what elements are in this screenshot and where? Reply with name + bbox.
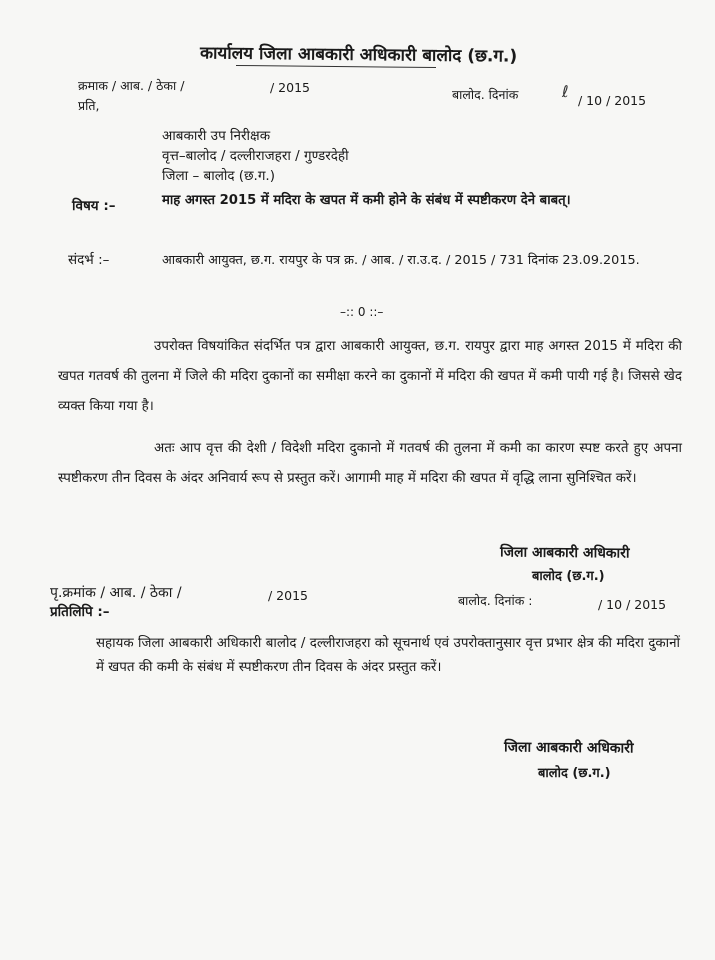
recipient-line-1: आबकारी उप निरीक्षक <box>162 128 271 144</box>
copy-place-date-label: बालोद. दिनांक : <box>458 593 533 608</box>
body-paragraph-1: उपरोक्त विषयांकित संदर्भित पत्र द्वारा आबकारी आयुक्त, छ.ग. रायपुर द्वारा माह अगस्त 2015 में मदिरा की खपत गतवर्ष की तुलना में जिले की मदिरा दुकानों का समीक्षा करने का दुकानों में मदिरा की खपत में कमी पायी गई है। जिससे खेद व्यक्त किया गया है। <box>58 339 682 414</box>
date-value: / 10 / 2015 <box>578 93 647 108</box>
recipient-block <box>162 126 349 186</box>
copy-date-value: / 10 / 2015 <box>598 597 667 612</box>
reference-text: आबकारी आयुक्त, छ.ग. रायपुर के पत्र क्र. / आब. / रा.उ.द. / 2015 / 731 दिनांक 23.09.2015. <box>162 253 640 268</box>
date-handwritten: ℓ <box>562 82 569 101</box>
body-paragraph-2: अतः आप वृत्त की देशी / विदेशी मदिरा दुकानो में गतवर्ष की तुलना में कमी का कारण स्पष्ट करते हुए अपना स्पष्टीकरण तीन दिवस के अंदर अनिवार्य रूप से प्रस्तुत करें। आगामी माह में मदिरा की खपत में वृद्धि लाना सुनिश्चित करें। <box>58 441 682 486</box>
reference-year: / 2015 <box>270 80 310 95</box>
recipient-line-3: जिला – बालोद (छ.ग.) <box>162 168 275 184</box>
signature-2-place: बालोद (छ.ग.) <box>538 766 611 781</box>
copy-label: प्रतिलिपि :– <box>50 604 110 620</box>
signature-2-title: जिला आबकारी अधिकारी <box>503 739 634 757</box>
divider-mark: –:: 0 ::– <box>340 305 384 319</box>
signature-1-title: जिला आबकारी अधिकारी <box>499 544 630 562</box>
subject-label: विषय :– <box>72 198 116 214</box>
place-date-label: बालोद. दिनांक <box>452 87 519 102</box>
copy-text: सहायक जिला आबकारी अधिकारी बालोद / दल्लीराजहरा को सूचनार्थ एवं उपरोक्तानुसार वृत्त प्रभार क्षेत्र की मदिरा दुकानों में खपत की कमी के संबंध में स्पष्टीकरण तीन दिवस के अंदर प्रस्तुत करें। <box>96 636 680 675</box>
copy-reference-number: पृ.क्रमांक / आब. / ठेका / <box>50 585 182 601</box>
recipient-line-2: वृत्त–बालोद / दल्लीराजहरा / गुण्डरदेही <box>162 148 349 164</box>
reference-number: क्रमाक / आब. / ठेका / <box>78 78 185 93</box>
subject-text: माह अगस्त 2015 में मदिरा के खपत में कमी होने के संबंध में स्पष्टीकरण देने बाबत्। <box>162 193 571 208</box>
signature-1-place: बालोद (छ.ग.) <box>532 569 605 584</box>
reference-label: संदर्भ :– <box>68 252 110 268</box>
office-title: कार्यालय जिला आबकारी अधिकारी बालोद (छ.ग.) <box>199 43 518 67</box>
copy-reference-year: / 2015 <box>268 588 308 603</box>
prati-label: प्रति, <box>78 98 100 113</box>
